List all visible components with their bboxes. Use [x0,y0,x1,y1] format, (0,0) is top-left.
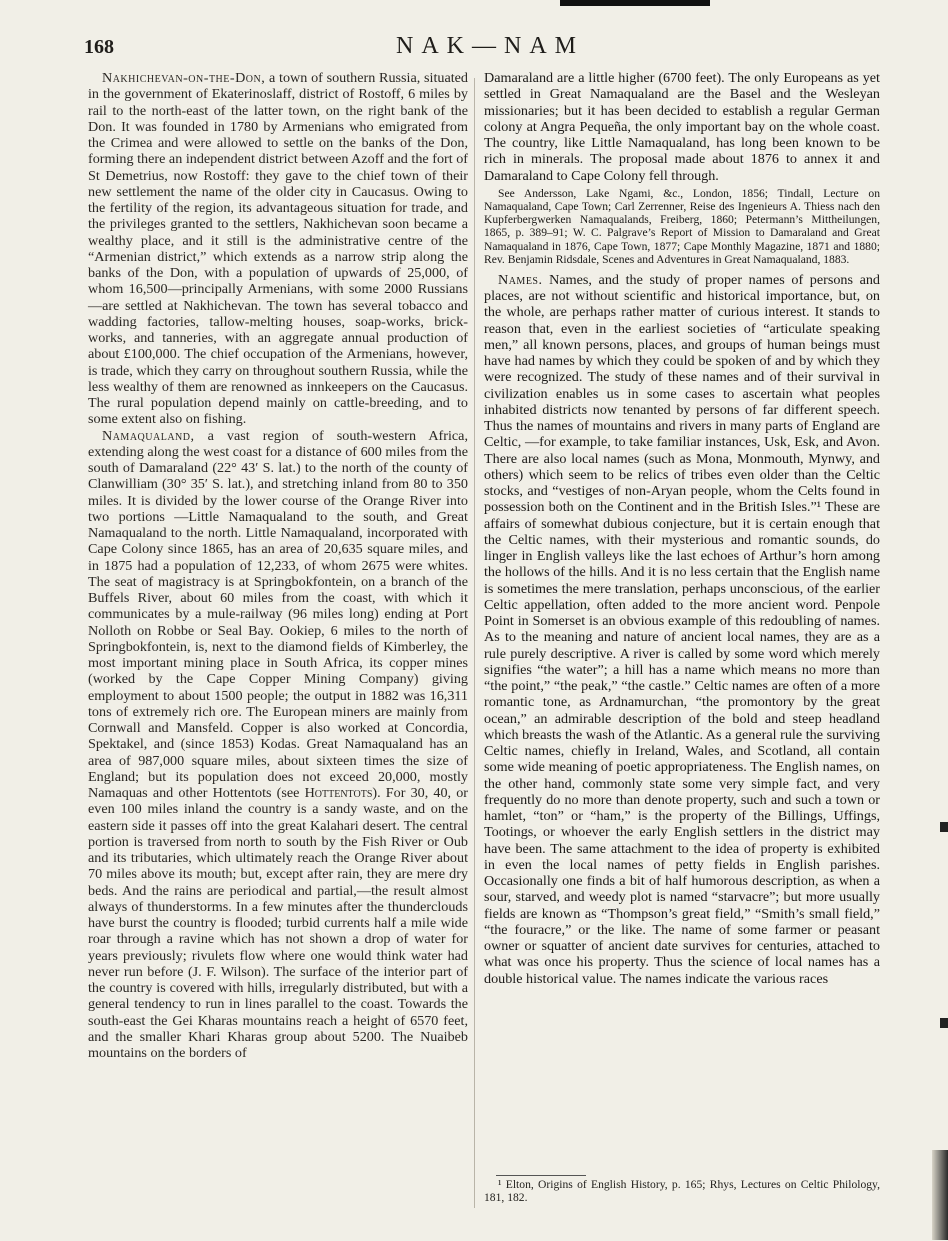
article-nakhichevan [88,70,468,428]
right-column [484,70,880,987]
top-edge-shadow [560,0,710,6]
margin-mark [940,1018,948,1028]
column-divider [474,78,475,1208]
running-title: NAK—NAM [396,33,584,59]
cross-reference: Hottentots [304,785,373,801]
article-body: Names, and the study of proper names of persons and places, are not without scientific and historical importance, but, on the whole, are perhaps rather matter of curious interest. It stands to reason that, even in the earliest societies of “articulate speaking men,” all known persons, places, and groups of human beings must have had names by which they could be spoken of and by which they were recognized. The study of these names and of their survival in civilization enables us in some cases to ascertain what peoples inhabited districts now tenanted by persons of far different speech. Thus the names of mountains and rivers in many parts of England are Celtic, —for example, to take familiar instances, Usk, Esk, and Avon. There are also local names (such as Mona, Monmouth, Mynwy, and others) which seem to be relics of tribes even older than the Celtic stocks, and “vestiges of non-Aryan people, whom the Celts found in possession both on the Continent and in the British Isles.”¹ These are affairs of somewhat dubious conjecture, but it is certain enough that the Celtic names, with their mysterious and romantic sounds, do linger in English valleys like the last echoes of Arthur’s horn among the hollows of the hills. And it is no less certain that the English name is sometimes the mere translation, perhaps unconscious, of the earlier Celtic appellation, often added to the more ancient word. Penpole Point in Somerset is an obvious example of this redoubling of names. As to the meaning and nature of ancient local names, they are as a rule purely descriptive. A river is called by some word which merely signifies “the water”; a hill has a name which means no more than “the point,” “the peak,” “the castle.” Celtic names are often of a more romantic tone, as Ardnamurchan, “the promontory by the great ocean,” an admirable description of the bold and steep headland which breasts the wash of the Atlantic. As a general rule the surviving Celtic names, chiefly in Ireland, Wales, and Scotland, all contain some wide meaning of poetic appropriateness. The English names, on the other hand, commonly state some very simple fact, and very frequently do no more than denote property, such and such a town or hamlet, “ton” or “ham,” is the property of the Billings, Uffings, Tootings, or whoever the early English settlers in the district may have been. The same attachment to the idea of property is exhibited in even the local names of petty fields in English parishes. Occasionally one finds a bit of half humorous description, as when a sour, starved, and weedy plot is named “starvacre”; but more usually fields are known as “Thompson’s great field,” “Smith’s small field,” “the fouracre,” or the like. The name of some farmer or peasant owner or squatter of ancient date survives for centuries, attached to what was once his property. Thus the science of local names has a double historical value. The names indicate the various races [484,271,880,987]
margin-mark [940,822,948,832]
page-number: 168 [84,36,114,58]
article-heading: Namaqualand, [102,427,195,444]
footnote-rule [496,1175,586,1176]
footnote: ¹ Elton, Origins of English History, p. 165; Rhys, Lectures on Celtic Philology, 181, 182. [484,1178,880,1204]
article-body: a vast region of south-western Africa, extending along the west coast for a distance of 600 miles from the south of Damaraland (22° 43′ S. lat.) to the north of the county of Clanwilliam (30° 35′ S. lat.), and stretching inland from 80 to 350 miles. It is divided by the lower course of the Orange River into two portions —Little Namaqualand to the south, and Great Namaqualand to the north. Little Namaqualand, incorporated with Cape Colony since 1865, has an area of 20,635 square miles, and in 1875 had a population of 12,233, of whom 2675 were whites. The seat of magistracy is at Springbokfontein, on a branch of the Buffels River, about 60 miles from the coast, with which it communicates by a mule-railway (96 miles long) ending at Port Nolloth on Robbe or Seal Bay. Ookiep, 6 miles to the north of Springbokfontein, is, next to the diamond fields of Kimberley, the most important mining place in South Africa, its copper mines (worked by the Cape Copper Mining Company) giving employment to about 1500 people; the output in 1882 was 16,311 tons of extremely rich ore. The European miners are mainly from Cornwall and Mansfeld. Copper is also worked at Concordia, Spektakel, and (since 1853) Kodas. Great Namaqualand has an area of 987,000 square miles, about sixteen times the size of England; but its population does not exceed 20,000, mostly Namaquas and other Hottentots (see [88,427,468,801]
left-column [88,70,468,1061]
article-heading: Nakhichevan-on-the-Don, [102,70,266,86]
article-body: a town of southern Russia, situated in the government of Ekaterinoslaff, district of Rostoff, 6 miles by rail to the north-east of the latter town, on the right bank of the Don. It was founded in 1780 by Armenians who emigrated from the Crimea and were allowed to settle on the banks of the Don, forming there an independent district between Azoff and the fort of St Demetrius, now Rostoff: they gave to the chief town of their new settlement the name of the older city in Caucasus. Owing to the fertility of the region, its advantageous situation for trade, and the privileges granted to the settlers, Nakhichevan soon became a wealthy place, and it still is the administrative centre of the “Armenian district,” which extends as a narrow strip along the banks of the Don, with a population of upwards of 25,000, of whom 16,500—principally Armenians, with some 2000 Russians—are settled at Nakhichevan. The town has several tobacco and wadding factories, tallow-melting houses, soap-works, brick-works, and tanneries, with an aggregate annual production of about £100,000. The chief occupation of the Armenians, however, is trade, which they carry on throughout southern Russia, while the less wealthy of them are renowned as innkeepers on the Caucasus. The rural population depend mainly on cattle-breeding, and to some extent also on fishing. [88,70,468,428]
page-edge-shadow [932,1150,948,1240]
article-body: ). For 30, 40, or even 100 miles inland the country is a sandy waste, and on the eastern side it passes off into the great Kalahari desert. The central portion is traversed from north to south by the Fish River or Oub and its tributaries, which ultimately reach the Orange River about 70 miles above its mouth; but, except after rain, they are mere dry beds. And the rains are periodical and partial,—the result almost always of thunderstorms. In a few minutes after the thunderclouds have burst the country is flooded; turbid currents half a mile wide roar through a ravine which has not shown a drop of water for years previously; rivulets flow where one would think water had never run before (J. F. Wilson). The surface of the interior part of the country is covered with hills, irregularly distributed, but with a general tendency to run in lines parallel to the coast. Towards the south-east the Gei Kharas mountains reach a height of 6570 feet, and the smaller Khari Kharas group about 5200. The Nuaibeb mountains on the borders of [88,785,468,1061]
article-namaqualand-continued: Damaraland are a little higher (6700 feet). The only Europeans as yet settled in Great Namaqualand are the Basel and the Wesleyan missionaries; but it has been decided to establish a regular German colony at Angra Pequeña, the only important bay on the whole coast. The country, like Little Namaqualand, has long been known to be rich in minerals. The proposal made about 1876 to annex it and Damaraland to Cape Colony fell through. [484,70,880,184]
article-namaqualand [88,428,468,1062]
bibliography: See Andersson, Lake Ngami, &c., London, 1856; Tindall, Lecture on Namaqualand, Cape Town; Carl Zerrenner, Reise des Ingenieurs A. Thiess nach den Kupferbergwerken Namaqualands, Freiberg, 1860; Petermann’s Mittheilungen, 1865, p. 389–91; W. C. Palgrave’s Report of Mission to Damaraland and Great Namaqualand in 1876, Cape Town, 1877; Cape Monthly Magazine, 1871 and 1880; Rev. Benjamin Ridsdale, Scenes and Adventures in Great Namaqualand, 1883. [484,186,880,266]
article-names [484,272,880,987]
article-heading: Names. [498,271,543,288]
